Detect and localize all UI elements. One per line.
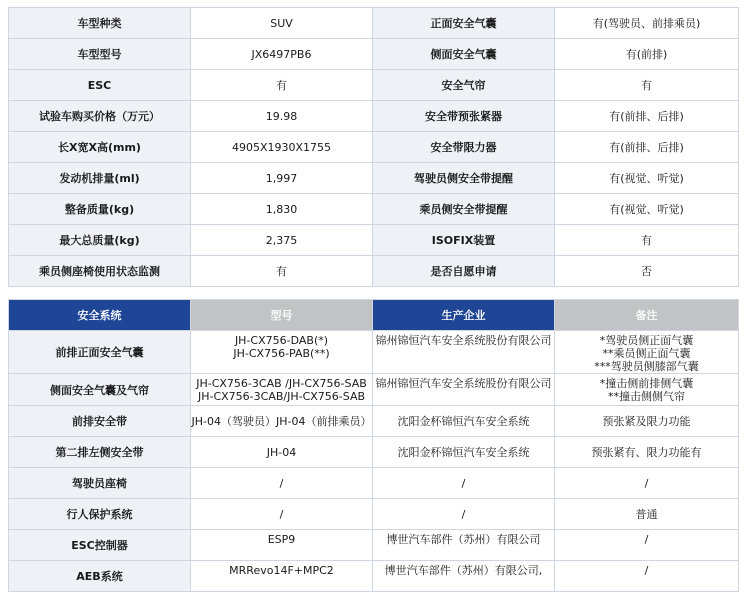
system-remark-line: 预张紧有、限力功能有: [591, 445, 702, 459]
system-remark: [555, 331, 739, 374]
system-manufacturer: [373, 468, 555, 499]
system-manufacturer: [373, 499, 555, 530]
spec-value: 否: [555, 256, 739, 287]
system-remark-line: **乘员侧正面气囊: [602, 347, 691, 360]
system-remark-line: /: [644, 533, 649, 546]
spec-value: 有(视觉、听觉): [555, 163, 739, 194]
system-name: 前排正面安全气囊: [9, 331, 191, 374]
spec-row: [9, 70, 739, 101]
system-row: [9, 561, 739, 592]
system-manufacturer-text: 锦州锦恒汽车安全系统股份有限公司: [375, 334, 552, 347]
spec-value: 有(前排、后排): [555, 132, 739, 163]
spec-label: 正面安全气囊: [373, 8, 555, 39]
system-row: [9, 437, 739, 468]
spec-label: 安全带限力器: [373, 132, 555, 163]
system-manufacturer-text: 博世汽车部件（苏州）有限公司,: [384, 564, 543, 577]
spec-label: 安全带预张紧器: [373, 101, 555, 132]
spec-value: 有: [555, 225, 739, 256]
spec-value: 有: [555, 70, 739, 101]
system-remark-line: *驾驶员侧正面气囊: [599, 334, 694, 347]
system-row: [9, 374, 739, 406]
system-row: [9, 468, 739, 499]
system-model: [191, 406, 373, 437]
system-model-line: /: [279, 476, 284, 490]
system-remark-line: ***驾驶员侧膝部气囊: [594, 360, 699, 373]
system-model-line: MRRevo14F+MPC2: [229, 564, 334, 577]
system-remark: [555, 530, 739, 561]
system-name: 第二排左侧安全带: [9, 437, 191, 468]
system-manufacturer-text: 沈阳金杯锦恒汽车安全系统: [397, 445, 530, 459]
spec-label: 整备质量(kg): [9, 194, 191, 225]
system-model-line: JH-CX756-DAB(*): [234, 334, 329, 347]
spec-label: 驾驶员侧安全带提醒: [373, 163, 555, 194]
spec-label: ESC: [9, 70, 191, 101]
system-model-line: JH-CX756-3CAB/JH-CX756-SAB: [197, 390, 366, 403]
system-model: [191, 499, 373, 530]
system-manufacturer-text: /: [461, 476, 466, 490]
spec-value: 有(视觉、听觉): [555, 194, 739, 225]
system-manufacturer: [373, 406, 555, 437]
system-model: [191, 468, 373, 499]
spec-value: 4905X1930X1755: [191, 132, 373, 163]
system-manufacturer: [373, 437, 555, 468]
system-remark-line: *撞击侧前排侧气囊: [599, 377, 694, 390]
system-model-line: ESP9: [267, 533, 296, 546]
spec-value: 1,997: [191, 163, 373, 194]
system-name: 行人保护系统: [9, 499, 191, 530]
spec-row: [9, 194, 739, 225]
spec-label: 最大总质量(kg): [9, 225, 191, 256]
system-remark: [555, 374, 739, 406]
system-model: [191, 374, 373, 406]
header-manufacturer: 生产企业: [373, 300, 555, 331]
spec-row: [9, 39, 739, 70]
spec-row: [9, 101, 739, 132]
header-safety-system: 安全系统: [9, 300, 191, 331]
spec-value: 19.98: [191, 101, 373, 132]
system-remark-line: /: [644, 564, 649, 577]
system-model-line: /: [279, 507, 284, 521]
system-remark-line: **撞击侧侧气帘: [608, 390, 685, 403]
system-model: [191, 530, 373, 561]
system-name: 侧面安全气囊及气帘: [9, 374, 191, 406]
spec-label: 乘员侧安全带提醒: [373, 194, 555, 225]
spec-value: 有: [191, 70, 373, 101]
spec-row: [9, 132, 739, 163]
system-manufacturer-text: /: [461, 507, 466, 521]
system-manufacturer-text: 沈阳金杯锦恒汽车安全系统: [397, 414, 530, 428]
system-remark: [555, 468, 739, 499]
system-manufacturer-text: 博世汽车部件（苏州）有限公司: [386, 533, 541, 546]
system-name: AEB系统: [9, 561, 191, 592]
system-remark: [555, 561, 739, 592]
system-remark: [555, 437, 739, 468]
system-row: [9, 499, 739, 530]
system-manufacturer: [373, 374, 555, 406]
system-model-line: JH-CX756-3CAB /JH-CX756-SAB: [196, 377, 367, 390]
safety-system-body: [9, 331, 739, 592]
spec-value: 1,830: [191, 194, 373, 225]
spec-label: 侧面安全气囊: [373, 39, 555, 70]
spec-label: 安全气帘: [373, 70, 555, 101]
system-name: 前排安全带: [9, 406, 191, 437]
spec-value: SUV: [191, 8, 373, 39]
system-manufacturer: [373, 561, 555, 592]
vehicle-spec-table: [8, 7, 739, 287]
system-row: [9, 331, 739, 374]
spec-value: JX6497PB6: [191, 39, 373, 70]
spec-row: [9, 163, 739, 194]
vehicle-spec-body: [9, 8, 739, 287]
system-model-line: JH-04（驾驶员）JH-04（前排乘员）: [191, 414, 372, 428]
system-remark: [555, 499, 739, 530]
spec-value: 2,375: [191, 225, 373, 256]
header-model: 型号: [191, 300, 373, 331]
system-model: [191, 561, 373, 592]
system-model: [191, 437, 373, 468]
spec-value: 有(前排、后排): [555, 101, 739, 132]
spec-label: 试验车购买价格（万元）: [9, 101, 191, 132]
system-row: [9, 530, 739, 561]
system-model-line: JH-CX756-PAB(**): [233, 347, 330, 360]
system-remark-line: 预张紧及限力功能: [602, 414, 691, 428]
spec-label: 发动机排量(ml): [9, 163, 191, 194]
system-manufacturer: [373, 530, 555, 561]
system-model-line: JH-04: [266, 445, 297, 459]
spec-value: 有(前排): [555, 39, 739, 70]
spec-label: 是否自愿申请: [373, 256, 555, 287]
spec-row: [9, 225, 739, 256]
system-model: [191, 331, 373, 374]
safety-system-table: [8, 299, 739, 592]
system-row: [9, 406, 739, 437]
spec-label: 长X宽X高(mm): [9, 132, 191, 163]
spec-label: 乘员侧座椅使用状态监测: [9, 256, 191, 287]
spec-label: 车型型号: [9, 39, 191, 70]
system-remark-line: /: [644, 476, 649, 490]
spec-label: 车型种类: [9, 8, 191, 39]
system-remark: [555, 406, 739, 437]
system-manufacturer: [373, 331, 555, 374]
system-remark-line: 普通: [635, 507, 658, 521]
spec-row: [9, 256, 739, 287]
safety-system-header-row: [9, 300, 739, 331]
header-remarks: 备注: [555, 300, 739, 331]
spec-value: 有: [191, 256, 373, 287]
spec-row: [9, 8, 739, 39]
system-name: ESC控制器: [9, 530, 191, 561]
system-manufacturer-text: 锦州锦恒汽车安全系统股份有限公司: [375, 377, 552, 390]
system-name: 驾驶员座椅: [9, 468, 191, 499]
spec-value: 有(驾驶员、前排乘员): [555, 8, 739, 39]
spec-label: ISOFIX装置: [373, 225, 555, 256]
